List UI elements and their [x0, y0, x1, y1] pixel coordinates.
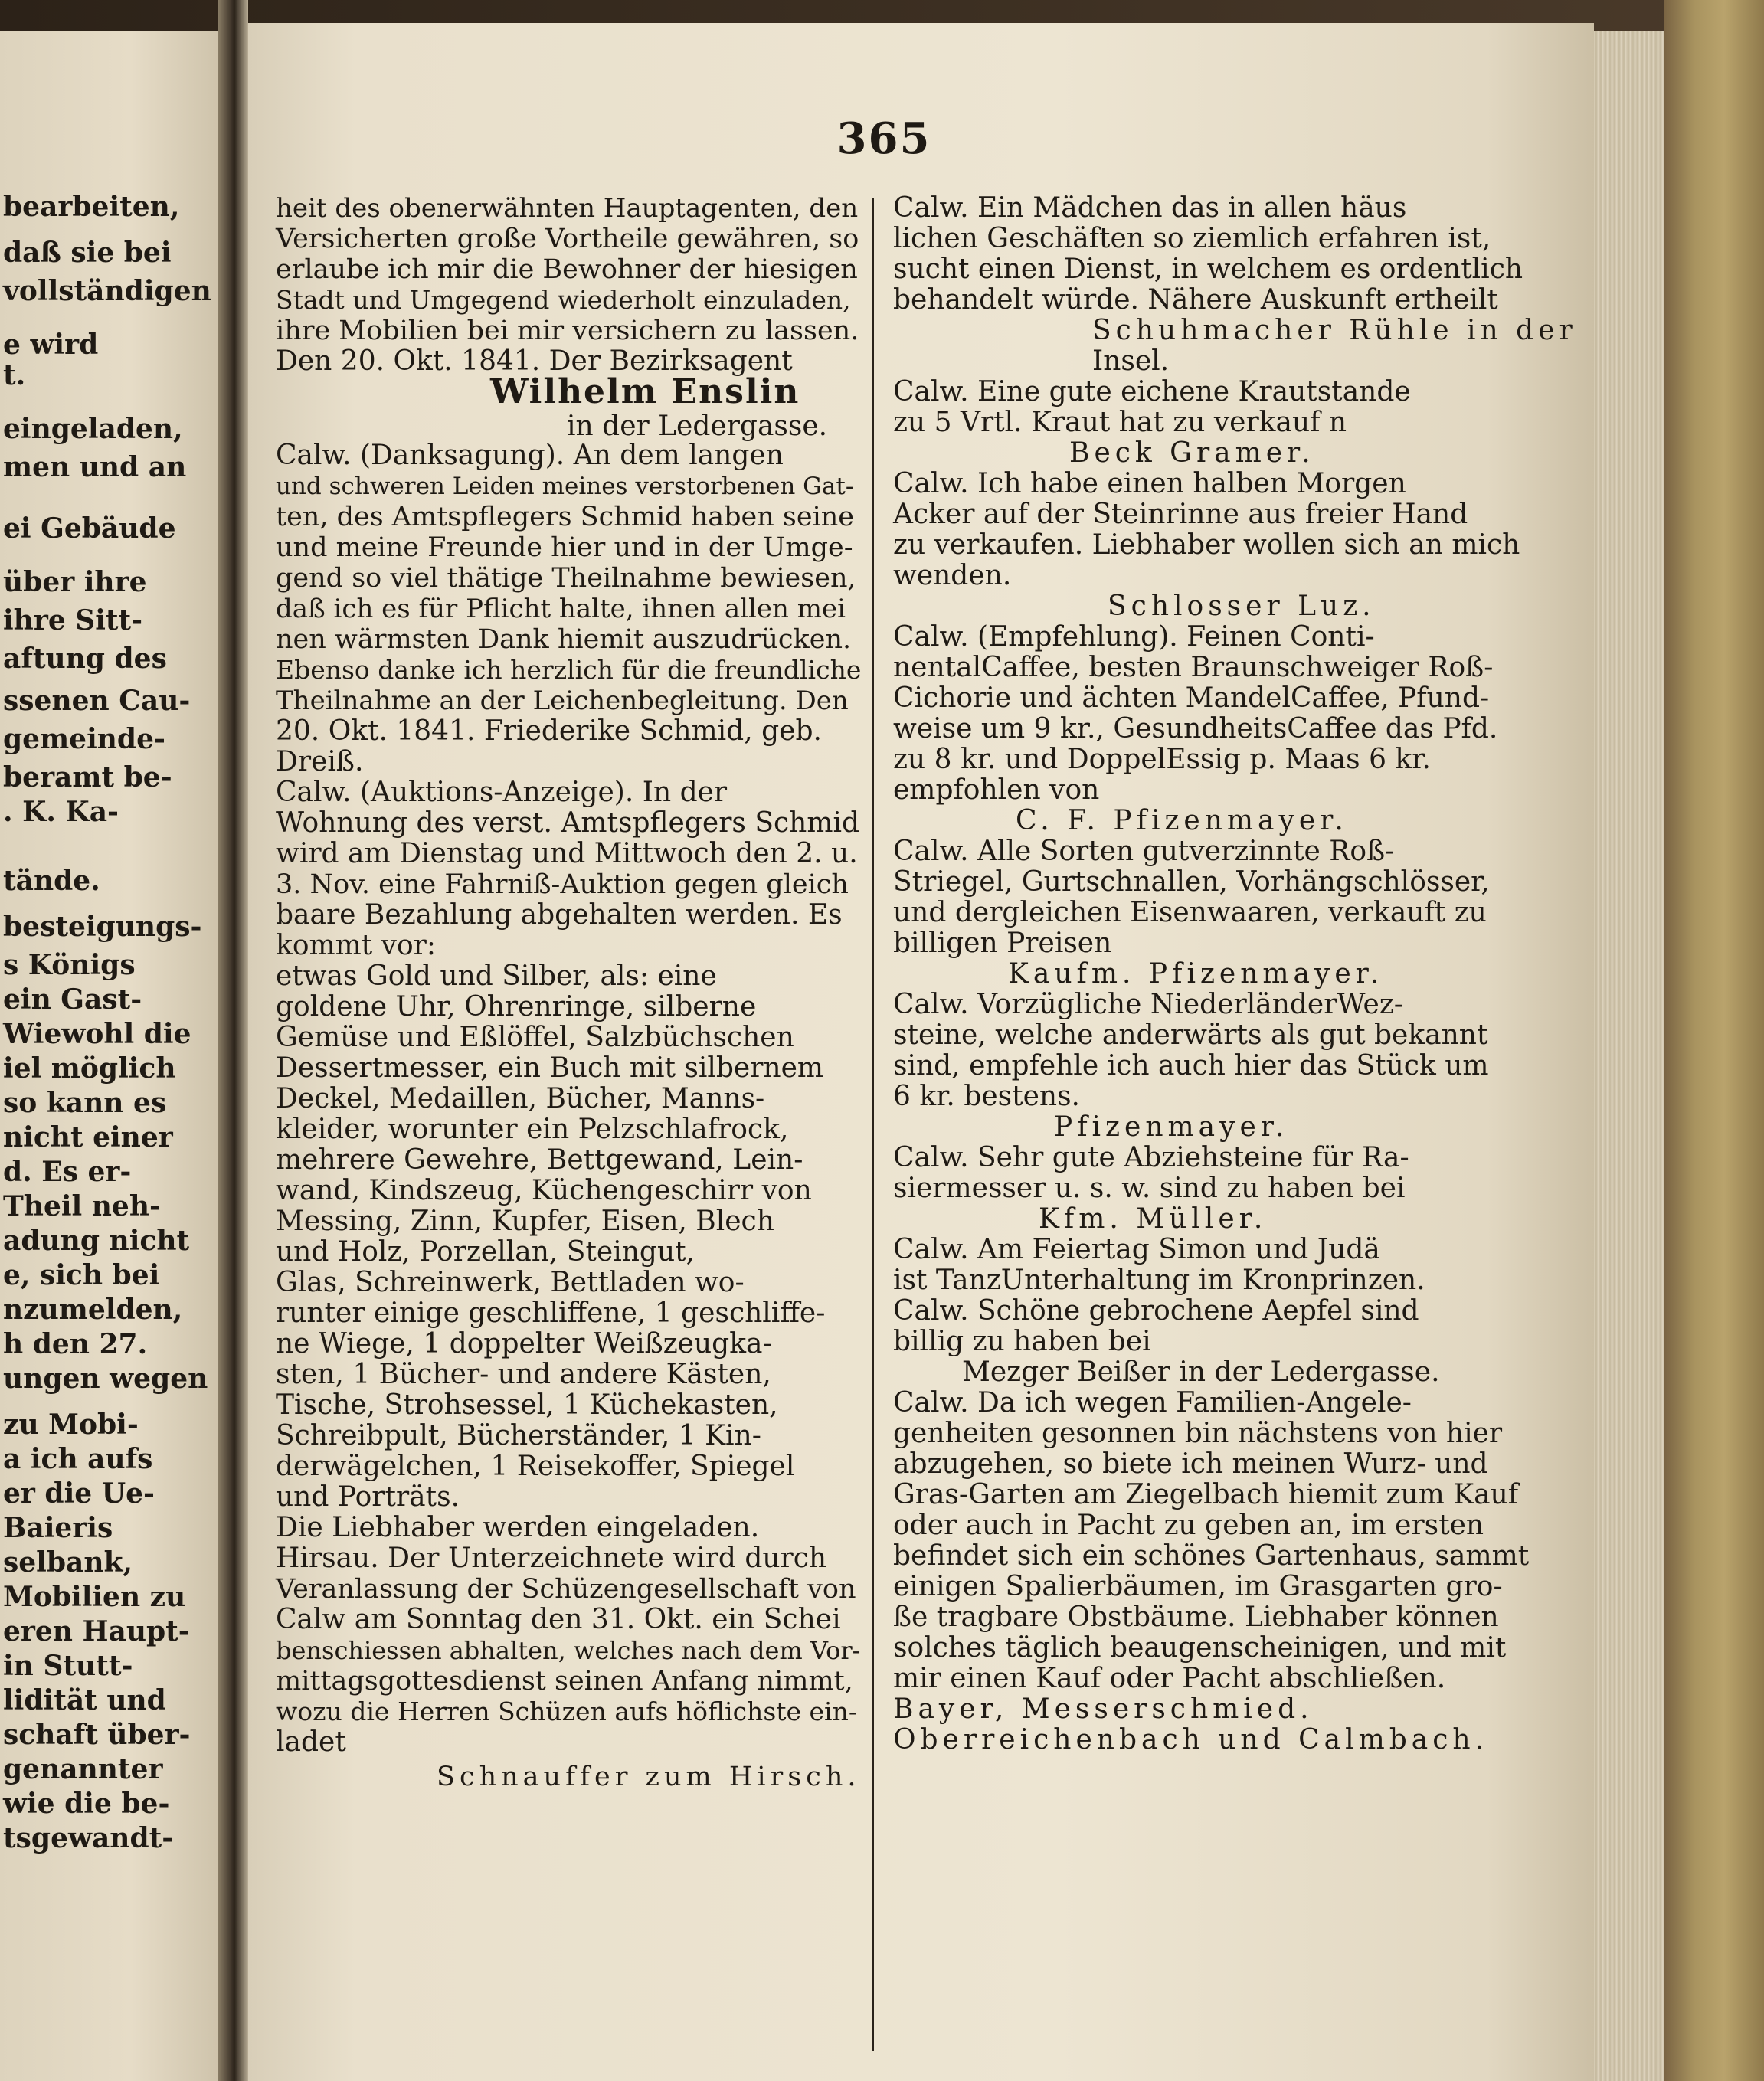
column-right-line: solches täglich beaugenscheinigen, und mit [893, 1632, 1507, 1664]
column-left-line: Calw am Sonntag den 31. Okt. ein Schei [276, 1604, 841, 1635]
left-page-line: ssenen Cau- [3, 685, 191, 717]
column-right-line: ße tragbare Obstbäume. Liebhaber können [893, 1602, 1499, 1633]
column-right-line: billig zu haben bei [893, 1326, 1151, 1357]
column-right-line: Calw. (Empfehlung). Feinen Conti- [893, 621, 1375, 653]
column-right-line: Mezger Beißer in der Ledergasse. [962, 1356, 1440, 1388]
column-left-line: baare Bezahlung abgehalten werden. Es [276, 899, 843, 931]
left-page-line: t. [3, 359, 26, 391]
column-right-line: C. F. Pfizenmayer. [1016, 805, 1348, 836]
column-left-line: Stadt und Umgegend wiederholt einzuladen, [276, 285, 851, 315]
column-left-line: Ebenso danke ich herzlich für die freundliche [276, 655, 862, 685]
column-left-line: und schweren Leiden meines verstorbenen Gat- [276, 473, 854, 500]
column-right-line: sucht einen Dienst, in welchem es ordentlich [893, 254, 1523, 285]
left-page-line: schaft über- [3, 1719, 191, 1751]
left-page-line: gemeinde- [3, 723, 165, 755]
column-left-line: Calw. (Danksagung). An dem langen [276, 440, 784, 471]
left-page-line: über ihre [3, 566, 147, 598]
column-right-line: zu 8 kr. und DoppelEssig p. Maas 6 kr. [893, 744, 1431, 775]
left-page-line: Theil neh- [3, 1190, 161, 1222]
column-left-line: derwägelchen, 1 Reisekoffer, Spiegel [276, 1451, 795, 1482]
left-page-line: e, sich bei [3, 1259, 160, 1291]
column-left-line: Dessertmesser, ein Buch mit silbernem [276, 1052, 824, 1084]
column-left-line: 3. Nov. eine Fahrniß-Auktion gegen gleich [276, 869, 849, 900]
column-left-line: daß ich es für Pflicht halte, ihnen allen mei [276, 594, 846, 624]
column-left-line: sten, 1 Bücher- und andere Kästen, [276, 1359, 771, 1390]
left-page-line: Wiewohl die [3, 1018, 191, 1050]
column-right-line: sind, empfehle ich auch hier das Stück um [893, 1050, 1489, 1081]
column-right-line: empfohlen von [893, 774, 1100, 806]
column-right-line: Calw. Alle Sorten gutverzinnte Roß- [893, 836, 1395, 867]
column-divider [872, 198, 874, 2051]
left-page-line: tände. [3, 865, 100, 897]
left-page-line: besteigungs- [3, 911, 202, 943]
left-page-line: adung nicht [3, 1225, 190, 1257]
column-right-line: 6 kr. bestens. [893, 1081, 1081, 1112]
column-right-line: Pfizenmayer. [1054, 1111, 1289, 1143]
column-right-line: und dergleichen Eisenwaaren, verkauft zu [893, 897, 1487, 928]
left-page-line: ein Gast- [3, 983, 142, 1016]
column-right-line: steine, welche anderwärts als gut bekannt [893, 1019, 1488, 1051]
page-edges [1594, 31, 1664, 2081]
left-page-line: bearbeiten, [3, 191, 180, 223]
column-left-line: Glas, Schreinwerk, Bettladen wo- [276, 1267, 745, 1298]
book-cover [1664, 0, 1764, 2081]
left-page-line: daß sie bei [3, 237, 172, 269]
column-left-line: ihre Mobilien bei mir versichern zu lassen. [276, 316, 859, 346]
column-left-line: etwas Gold und Silber, als: eine [276, 960, 717, 992]
left-page-line: eingeladen, [3, 413, 183, 445]
column-right-line: billigen Preisen [893, 928, 1112, 959]
left-page-line: e wird [3, 329, 99, 361]
column-left-line: ladet [276, 1726, 346, 1758]
left-page-line: men und an [3, 451, 187, 483]
column-left-line: runter einige geschliffene, 1 geschliffe- [276, 1297, 826, 1329]
left-page-line: h den 27. [3, 1328, 148, 1360]
column-left-line: Versicherten große Vortheile gewähren, so [276, 224, 859, 254]
column-right-line: Insel. [1092, 345, 1170, 377]
column-right-line: Calw. Vorzügliche NiederländerWez- [893, 989, 1403, 1020]
column-left-line: Hirsau. Der Unterzeichnete wird durch [276, 1543, 827, 1574]
left-page-line: ihre Sitt- [3, 604, 143, 636]
column-right-line: Calw. Sehr gute Abziehsteine für Ra- [893, 1142, 1409, 1173]
left-page-line: Baieris [3, 1512, 113, 1544]
column-left-line: nen wärmsten Dank hiemit auszudrücken. [276, 624, 852, 655]
column-left-line: in der Ledergasse. [567, 411, 828, 442]
column-right-line: Calw. Ich habe einen halben Morgen [893, 468, 1406, 499]
left-page-line: so kann es [3, 1087, 167, 1119]
column-left-line: und meine Freunde hier und in der Umge- [276, 532, 853, 563]
column-left-line: Theilnahme an der Leichenbegleitung. Den [276, 685, 849, 716]
column-left-line: mittagsgottesdienst seinen Anfang nimmt, [276, 1666, 853, 1697]
column-right-line: wenden. [893, 560, 1012, 591]
column-left-line: Veranlassung der Schüzengesellschaft von [276, 1574, 856, 1605]
left-page-line: iel möglich [3, 1052, 176, 1085]
column-right-line: oder auch in Pacht zu geben an, im ersten [893, 1510, 1484, 1541]
column-left-line: 20. Okt. 1841. Friederike Schmid, geb. [276, 715, 822, 747]
left-page-line: vollständigen [3, 275, 211, 307]
column-left-line: Den 20. Okt. 1841. Der Bezirksagent [276, 345, 793, 377]
column-right-line: Calw. Eine gute eichene Krautstande [893, 376, 1411, 407]
left-page-line: eren Haupt- [3, 1615, 190, 1647]
column-left-line: Wilhelm Enslin [490, 372, 800, 411]
column-right-line: Gras-Garten am Ziegelbach hiemit zum Kauf [893, 1479, 1519, 1510]
column-left-line: Gemüse und Eßlöffel, Salzbüchschen [276, 1022, 794, 1053]
column-right-line: Beck Gramer. [1069, 437, 1315, 469]
column-left-line: wand, Kindszeug, Küchengeschirr von [276, 1175, 812, 1206]
column-left-line: Die Liebhaber werden eingeladen. [276, 1512, 760, 1543]
left-page-line: selbank, [3, 1546, 133, 1579]
left-page-line: a ich aufs [3, 1443, 153, 1475]
left-page-line: Mobilien zu [3, 1581, 186, 1613]
column-left-line: Schreibpult, Bücherständer, 1 Kin- [276, 1420, 761, 1451]
column-right-line: befindet sich ein schönes Gartenhaus, sammt [893, 1540, 1530, 1572]
column-left-line: mehrere Gewehre, Bettgewand, Lein- [276, 1144, 803, 1176]
column-right-line: weise um 9 kr., GesundheitsCaffee das Pfd. [893, 713, 1498, 744]
column-left-line: und Porträts. [276, 1481, 460, 1513]
column-left-line: ten, des Amtspflegers Schmid haben seine [276, 502, 855, 532]
column-right-line: genheiten gesonnen bin nächstens von hier [893, 1418, 1503, 1449]
left-page-line: aftung des [3, 643, 167, 675]
column-right-line: ist TanzUnterhaltung im Kronprinzen. [893, 1265, 1425, 1296]
column-left-line: kleider, worunter ein Pelzschlafrock, [276, 1114, 789, 1145]
column-right-line: Oberreichenbach und Calmbach. [893, 1724, 1489, 1755]
page-number: 365 [836, 113, 931, 164]
left-page [0, 31, 218, 2081]
column-right-line: mir einen Kauf oder Pacht abschließen. [893, 1663, 1446, 1694]
column-left-line: Dreiß. [276, 746, 364, 777]
column-left-line: gend so viel thätige Theilnahme bewiesen, [276, 563, 856, 594]
column-left-line: kommt vor: [276, 930, 437, 961]
column-right-line: Kfm. Müller. [1039, 1203, 1268, 1235]
left-page-line: nicht einer [3, 1121, 173, 1153]
right-page [248, 23, 1594, 2081]
column-right-line: Calw. Ein Mädchen das in allen häus [893, 192, 1407, 224]
column-left-line: und Holz, Porzellan, Steingut, [276, 1236, 695, 1268]
column-right-line: Bayer, Messerschmied. [893, 1693, 1314, 1725]
column-right-line: Cichorie und ächten MandelCaffee, Pfund- [893, 682, 1490, 714]
column-left-line: Messing, Zinn, Kupfer, Eisen, Blech [276, 1206, 774, 1237]
column-right-line: Schuhmacher Rühle in der [1092, 315, 1577, 346]
column-right-line: Striegel, Gurtschnallen, Vorhängschlösser, [893, 866, 1490, 898]
left-page-line: . K. Ka- [3, 796, 119, 828]
column-right-line: Acker auf der Steinrinne aus freier Hand [893, 499, 1468, 530]
column-left-line: Tische, Strohsessel, 1 Küchekasten, [276, 1389, 778, 1421]
column-right-line: einigen Spalierbäumen, im Grasgarten gro- [893, 1571, 1503, 1602]
column-right-line: zu verkaufen. Liebhaber wollen sich an mich [893, 529, 1520, 561]
left-page-line: genannter [3, 1753, 163, 1785]
column-right-line: zu 5 Vrtl. Kraut hat zu verkauf n [893, 407, 1347, 438]
column-left-line: wozu die Herren Schüzen aufs höflichste ein- [276, 1697, 858, 1726]
left-page-line: in Stutt- [3, 1650, 133, 1682]
column-left-line: ne Wiege, 1 doppelter Weißzeugka- [276, 1328, 772, 1360]
column-left-line: Calw. (Auktions-Anzeige). In der [276, 777, 728, 808]
column-right-line: Kaufm. Pfizenmayer. [1008, 958, 1384, 990]
column-right-line: abzugehen, so biete ich meinen Wurz- und [893, 1448, 1488, 1480]
column-left-line: wird am Dienstag und Mittwoch den 2. u. [276, 838, 858, 869]
left-page-line: zu Mobi- [3, 1409, 139, 1441]
left-page-line: nzumelden, [3, 1294, 183, 1326]
column-left-line: Schnauffer zum Hirsch. [437, 1762, 861, 1792]
column-right-line: Calw. Da ich wegen Familien-Angele- [893, 1387, 1412, 1418]
book-gutter [218, 0, 248, 2081]
left-page-line: lidität und [3, 1684, 166, 1716]
left-page-line: er die Ue- [3, 1477, 155, 1510]
column-right-line: nentalCaffee, besten Braunschweiger Roß- [893, 652, 1494, 683]
column-left-line: goldene Uhr, Ohrenringe, silberne [276, 991, 757, 1023]
left-page-line: s Königs [3, 949, 136, 981]
left-page-line: tsgewandt- [3, 1822, 174, 1854]
column-right-line: lichen Geschäften so ziemlich erfahren ist, [893, 223, 1491, 254]
left-page-line: ungen wegen [3, 1363, 208, 1395]
column-left-line: Deckel, Medaillen, Bücher, Manns- [276, 1083, 765, 1114]
column-left-line: benschiessen abhalten, welches nach dem Vor- [276, 1636, 861, 1665]
column-right-line: Calw. Schöne gebrochene Aepfel sind [893, 1295, 1419, 1327]
left-page-line: wie die be- [3, 1788, 170, 1820]
left-page-line: beramt be- [3, 761, 172, 793]
column-right-line: behandelt würde. Nähere Auskunft ertheilt [893, 284, 1498, 316]
column-right-line: Schlosser Luz. [1108, 591, 1376, 622]
column-right-line: Calw. Am Feiertag Simon und Judä [893, 1234, 1380, 1265]
column-left-line: heit des obenerwähnten Hauptagenten, den [276, 193, 859, 224]
column-right-line: siermesser u. s. w. sind zu haben bei [893, 1173, 1406, 1204]
column-left-line: Wohnung des verst. Amtspflegers Schmid [276, 807, 860, 839]
left-page-line: ei Gebäude [3, 512, 176, 545]
left-page-line: d. Es er- [3, 1156, 132, 1188]
column-left-line: erlaube ich mir die Bewohner der hiesigen [276, 254, 858, 285]
